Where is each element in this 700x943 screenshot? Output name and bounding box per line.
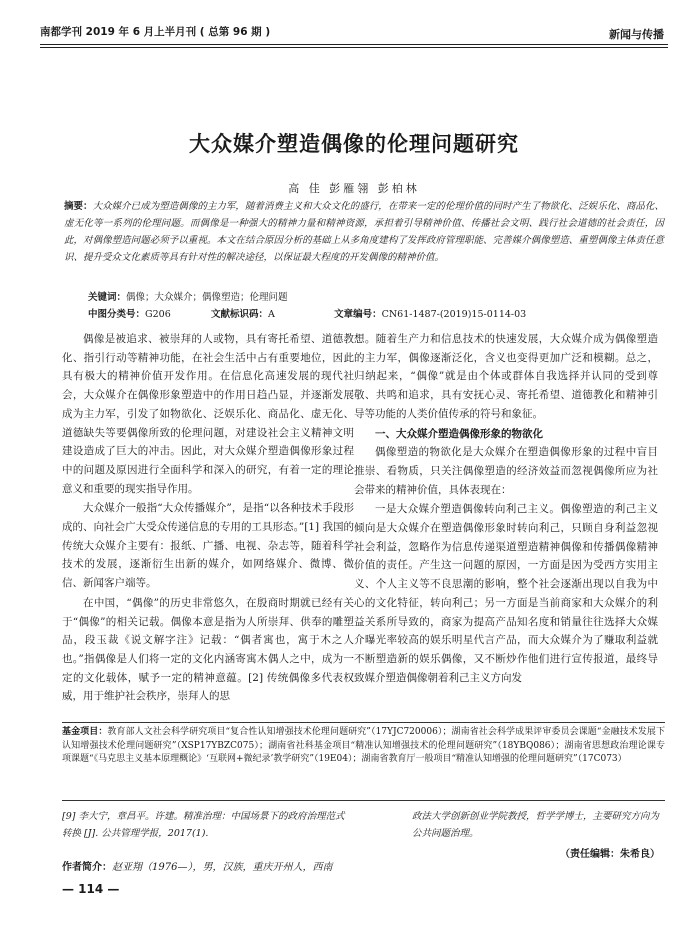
body-paragraph: 偶像是被追求、被崇拜的人或物，具有寄托希望、道德教化、指引行动等精神功能，在社会生活中占有重要地位，因此具有极大的精神价值开发作用。在信息化高速发展的现代社会，大众媒介在偶像形象塑造中的作用日趋凸显，并逐渐发展成为主力军，引发了如物欲化、泛娱乐化、商品化、虚无化、道德缺失等要偶像所致的伦理问题，对建设社会主义精神文明建设造成了巨大的冲击。因此，对大众媒介塑造偶像形象过程中的问题及原因进行全面科学和深入的研究，有着一定的理论意义和重要的现实指导作用。 (62, 333, 354, 495)
header-rule-thin (40, 47, 668, 48)
abstract-text: 大众媒介已成为塑造偶像的主力军，随着消费主义和大众文化的盛行，在带来一定的伦理价值的同时产生了物欲化、泛娱乐化、商品化、虚无化等一系列的伦理问题。而偶像是一种强大的精神力量和精神资源，承担着引导精神价值、传播社会文明、践行社会道德的社会责任，因此，对偶像塑造问题必须予以重视。本文在结合原因分析的基础上从多角度建构了发挥政府管理职能、完善媒介偶像塑造、重塑偶像主体责任意识、提升受众文化素质等具有针对性的解决途径，以保证最大程度的开发偶像的精神价值。 (64, 201, 664, 263)
section-label: 新闻与传播 (609, 28, 664, 41)
fund-label: 基金项目： (62, 727, 108, 737)
body-column-right (354, 330, 658, 688)
section-heading: 一、大众媒介塑造偶像形象的物欲化 (375, 427, 543, 440)
fund-text: 教育部人文社会科学研究项目“复合性认知增强技术伦理问题研究”（17YJC720006）；湖南省社会科学成果评审委员会课题“金融技术发展下认知增强技术伦理问题研究”（XSP17YBZC075）；湖南省社科基金项目“精准认知增强技术的伦理问题研究”（18YBQ086）；湖南省思想政治理论课专项课题“《马克思主义基本原理概论》‘互联网+微纪录’教学研究”（19E04）；湖南省教育厅一般项目“精准认知增强的伦理问题研究”（17C073） (62, 727, 665, 765)
header-rule (40, 44, 668, 45)
author-bio-label: 作者简介： (62, 862, 112, 873)
article-title: 大众媒介塑造偶像的伦理问题研究 (189, 132, 519, 156)
reference-item: [9] 李大宁，章昌平。许建。精准治理：中国场景下的政府治理范式转换 [J]. 公共管理学报，2017(1). (62, 811, 345, 839)
body-paragraph: 想。随着生产力和信息技术的快速发展，大众媒介成为偶像塑造的主力军，偶像逐渐泛化，含义也变得更加广泛和模糊。总之，归纳起来，“偶像”就是由个体或群体自我选择并认同的受到尊敬、共鸣和追求，具有安抚心灵、寄托希望、道德教化和精神引导等功能的人类价值传承的符号和象征。 (354, 333, 658, 420)
clc-label: 中图分类号： (88, 309, 146, 320)
abstract (64, 198, 664, 266)
author-bio (62, 858, 362, 873)
responsible-editor: （责任编辑：朱希良） (560, 849, 660, 860)
page-number: — 114 — (62, 882, 120, 896)
article-meta (88, 306, 668, 320)
article-authors: 高 佳 彭雁翎 彭柏林 (288, 182, 420, 195)
keywords-text: 偶像；大众媒介；偶像塑造；伦理问题 (126, 292, 288, 303)
author-bio-continued: 政法大学创新创业学院教授，哲学学博士，主要研究方向为公共问题治理。 (412, 811, 660, 839)
body-paragraph: 大众媒介一般指“大众传播媒介”，是指“以各种技术手段形成的、向社会广大受众传递信息的专用的工具形态。”[1] 我国的传统大众媒介主要有：报纸、广播、电视、杂志等，随着科学技术的发展，逐渐衍生出新的媒介，如网络媒介、微博、微信、新闻客户端等。 (62, 502, 354, 590)
article-id-value: CN61-1487-(2019)15-0114-03 (381, 309, 527, 320)
journal-header: 南都学刊 2019 年 6 月上半月刊 ( 总第 96 期 ) (40, 26, 271, 38)
article-id-label: 文章编号： (334, 309, 382, 320)
body-paragraph: 一是大众媒介塑造偶像转向利己主义。偶像塑造的利己主义倾向是大众媒介在塑造偶像形象时转向利己，只顾自身利益忽视社会利益，忽略作为信息传递渠道塑造精神偶像和传播偶像精神价值的责任。产生这一问题的原因，一方面是因为受西方实用主义、个人主义等不良思潮的影响，整个社会逐渐出现以自我为中心的文化特征，转向利己；另一方面是当前商家和大众媒介的利益关系所导致的，商家为提高产品知名度和销量往往选择大众媒介曝光率较高的娱乐明星代言产品，而大众媒介为了赚取利益就不断塑造新的娱乐偶像，又不断炒作他们进行宣传报道，最终导致媒介塑造偶像朝着利己主义方向发 (354, 503, 658, 684)
author-bio-text: 赵亚翔（1976—），男，汉族，重庆开州人，西南 (112, 862, 333, 873)
keywords (88, 289, 668, 303)
footnote-rule (62, 722, 665, 723)
doc-code-label: 文献标识码： (211, 309, 269, 320)
doc-code-value: A (268, 309, 275, 320)
abstract-label: 摘要： (64, 201, 93, 212)
body-column-left (62, 330, 354, 707)
fund-note (62, 726, 665, 767)
body-paragraph: 偶像塑造的物欲化是大众媒介在塑造偶像形象的过程中盲目推崇、看物质，只关注偶像塑造的经济效益而忽视偶像所应为社会带来的精神价值，具体表现在： (354, 446, 658, 496)
keywords-label: 关键词： (88, 292, 127, 303)
reference-rule (62, 800, 665, 801)
body-paragraph: 在中国，“偶像”的历史非常悠久，在殷商时期就已经有关于“偶像”的相关记载。偶像本意是指为人所崇拜、供奉的雕塑品，段玉裁《说文解字注》记载：“偶者寓也，寓于木之人也。”指偶像是人们将一定的文化内涵寄寓木偶人之中，成为一定的文化载体，赋予一定的精神意蕴。[2] 传统偶像多代表权威，用于维护社会秩序，崇拜人的思 (62, 596, 354, 703)
clc-value: G206 (145, 309, 171, 320)
